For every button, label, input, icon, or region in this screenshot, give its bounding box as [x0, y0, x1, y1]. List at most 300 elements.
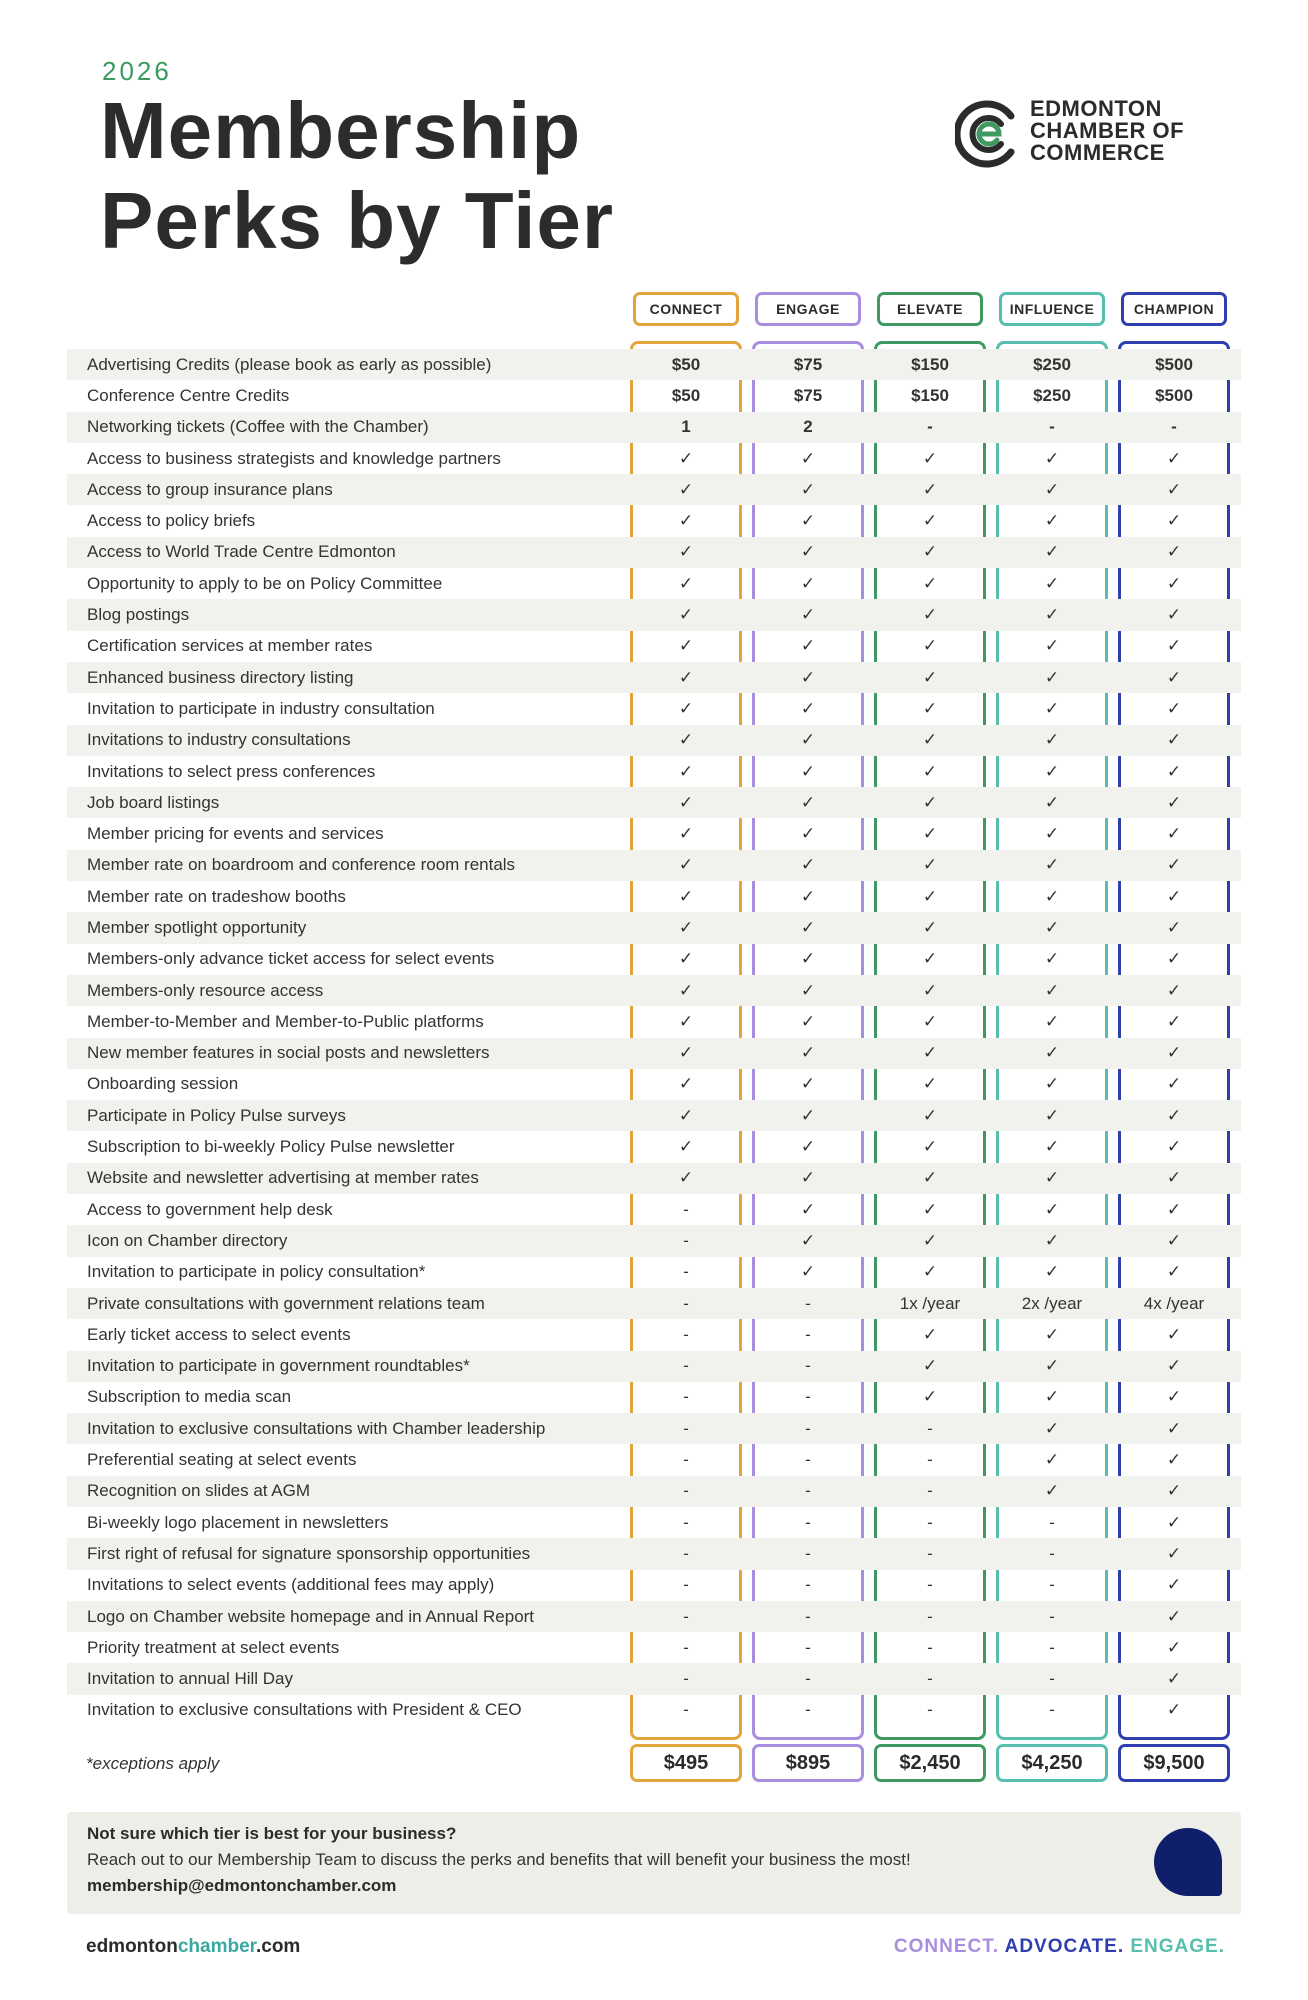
cell-elevate: ✓	[922, 636, 938, 656]
cell-elevate: ✓	[922, 761, 938, 781]
cell-champion: ✓	[1166, 730, 1182, 750]
cell-engage: -	[805, 1481, 811, 1501]
cell-influence: 2x /year	[1021, 1293, 1083, 1313]
perk-label: Members-only advance ticket access for select events	[87, 949, 495, 969]
perk-label: New member features in social posts and newsletters	[87, 1043, 490, 1063]
cell-elevate: ✓	[922, 605, 938, 625]
table-row	[67, 1100, 1241, 1131]
cell-engage: $75	[793, 385, 823, 405]
cell-elevate: -	[927, 417, 933, 437]
table-row	[67, 1351, 1241, 1382]
cell-influence: ✓	[1044, 1324, 1060, 1344]
table-row	[67, 1601, 1241, 1632]
cell-elevate: -	[927, 1669, 933, 1689]
cell-connect: ✓	[678, 1137, 694, 1157]
cell-elevate: ✓	[922, 1356, 938, 1376]
cell-connect: -	[683, 1606, 689, 1626]
cell-influence: -	[1049, 1575, 1055, 1595]
cell-champion: ✓	[1166, 605, 1182, 625]
cell-champion: ✓	[1166, 1074, 1182, 1094]
table-row	[67, 1257, 1241, 1288]
cell-champion: $500	[1155, 354, 1193, 374]
table-row	[67, 599, 1241, 630]
cell-engage: ✓	[800, 636, 816, 656]
cell-engage: ✓	[800, 1137, 816, 1157]
cell-connect: ✓	[678, 855, 694, 875]
table-row	[67, 412, 1241, 443]
cell-engage: ✓	[800, 511, 816, 531]
cell-elevate: ✓	[922, 1324, 938, 1344]
cell-connect: -	[683, 1262, 689, 1282]
cell-influence: ✓	[1044, 1105, 1060, 1125]
cell-elevate: ✓	[922, 1387, 938, 1407]
table-row	[67, 1444, 1241, 1475]
cell-influence: ✓	[1044, 1262, 1060, 1282]
cell-champion: ✓	[1166, 573, 1182, 593]
cell-engage: ✓	[800, 824, 816, 844]
cell-connect: ✓	[678, 605, 694, 625]
cell-connect: ✓	[678, 667, 694, 687]
cell-connect: $50	[671, 385, 701, 405]
cell-engage: ✓	[800, 698, 816, 718]
cell-champion: ✓	[1166, 667, 1182, 687]
table-row	[67, 1570, 1241, 1601]
cell-elevate: ✓	[922, 792, 938, 812]
cell-engage: ✓	[800, 1168, 816, 1188]
cell-connect: -	[683, 1199, 689, 1219]
cell-engage: ✓	[800, 761, 816, 781]
cell-elevate: ✓	[922, 479, 938, 499]
price-influence: $4,250	[996, 1744, 1108, 1782]
cell-champion: ✓	[1166, 479, 1182, 499]
cell-engage: -	[805, 1669, 811, 1689]
cell-influence: ✓	[1044, 636, 1060, 656]
cell-influence: -	[1049, 1700, 1055, 1720]
table-row	[67, 662, 1241, 693]
perk-label: Advertising Credits (please book as early as possible)	[87, 354, 492, 374]
cell-engage: -	[805, 1293, 811, 1313]
perk-label: Preferential seating at select events	[87, 1450, 357, 1470]
perk-label: Subscription to bi-weekly Policy Pulse newsletter	[87, 1137, 455, 1157]
cell-engage: -	[805, 1324, 811, 1344]
table-row	[67, 1038, 1241, 1069]
cell-connect: ✓	[678, 698, 694, 718]
table-row	[67, 380, 1241, 411]
cell-engage: ✓	[800, 1074, 816, 1094]
table-row	[67, 1006, 1241, 1037]
cell-elevate: ✓	[922, 1105, 938, 1125]
price-elevate: $2,450	[874, 1744, 986, 1782]
cell-influence: ✓	[1044, 1356, 1060, 1376]
cell-engage: -	[805, 1543, 811, 1563]
title-line-2: Perks by Tier	[100, 176, 615, 265]
cell-elevate: ✓	[922, 1168, 938, 1188]
perk-label: Onboarding session	[87, 1074, 239, 1094]
perk-label: Invitation to exclusive consultations with President & CEO	[87, 1700, 522, 1720]
perk-label: Invitations to select press conferences	[87, 761, 376, 781]
cell-engage: ✓	[800, 1199, 816, 1219]
perk-label: Priority treatment at select events	[87, 1637, 340, 1657]
cell-connect: ✓	[678, 917, 694, 937]
cell-influence: ✓	[1044, 448, 1060, 468]
perk-label: Subscription to media scan	[87, 1387, 292, 1407]
cell-elevate: -	[927, 1512, 933, 1532]
cell-champion: ✓	[1166, 1137, 1182, 1157]
table-row	[67, 1382, 1241, 1413]
cell-engage: ✓	[800, 448, 816, 468]
cell-influence: ✓	[1044, 855, 1060, 875]
cell-elevate: ✓	[922, 542, 938, 562]
perk-label: Access to World Trade Centre Edmonton	[87, 542, 396, 562]
perks-table	[67, 349, 1241, 1726]
cell-engage: -	[805, 1418, 811, 1438]
cell-champion: -	[1171, 417, 1177, 437]
cell-engage: -	[805, 1575, 811, 1595]
cell-connect: ✓	[678, 761, 694, 781]
perk-label: Invitation to participate in government roundtables*	[87, 1356, 470, 1376]
cell-champion: ✓	[1166, 1669, 1182, 1689]
cell-influence: $250	[1033, 385, 1071, 405]
cell-influence: ✓	[1044, 1481, 1060, 1501]
decorative-shape-icon	[1154, 1828, 1222, 1896]
logo-line-2: CHAMBER OF	[1030, 118, 1185, 143]
cell-influence: ✓	[1044, 1168, 1060, 1188]
cell-champion: ✓	[1166, 1262, 1182, 1282]
cell-engage: ✓	[800, 886, 816, 906]
cell-connect: -	[683, 1481, 689, 1501]
cell-connect: -	[683, 1700, 689, 1720]
cell-influence: ✓	[1044, 1230, 1060, 1250]
perk-label: Icon on Chamber directory	[87, 1230, 288, 1250]
perk-label: Invitation to annual Hill Day	[87, 1669, 294, 1689]
membership-email-link[interactable]: membership@edmontonchamber.com	[87, 1876, 397, 1895]
cell-champion: ✓	[1166, 448, 1182, 468]
cell-champion: ✓	[1166, 1606, 1182, 1626]
cell-connect: -	[683, 1387, 689, 1407]
table-row	[67, 474, 1241, 505]
cell-engage: $75	[793, 354, 823, 374]
page-title	[100, 86, 614, 266]
perk-label: Access to business strategists and knowledge partners	[87, 448, 501, 468]
cell-champion: ✓	[1166, 1575, 1182, 1595]
cell-champion: ✓	[1166, 824, 1182, 844]
perk-label: Blog postings	[87, 605, 190, 625]
cell-connect: ✓	[678, 824, 694, 844]
cell-champion: ✓	[1166, 1105, 1182, 1125]
cell-elevate: 1x /year	[899, 1293, 961, 1313]
cell-connect: -	[683, 1575, 689, 1595]
cell-connect: -	[683, 1669, 689, 1689]
cell-connect: $50	[671, 354, 701, 374]
perk-label: Member pricing for events and services	[87, 824, 384, 844]
cell-champion: ✓	[1166, 792, 1182, 812]
cell-connect: ✓	[678, 448, 694, 468]
perk-label: Access to policy briefs	[87, 511, 256, 531]
cell-champion: ✓	[1166, 1356, 1182, 1376]
tagline	[894, 1936, 1225, 1958]
cell-connect: -	[683, 1637, 689, 1657]
cell-champion: ✓	[1166, 1543, 1182, 1563]
cell-engage: ✓	[800, 949, 816, 969]
cell-elevate: ✓	[922, 1137, 938, 1157]
cell-influence: ✓	[1044, 667, 1060, 687]
cell-connect: -	[683, 1293, 689, 1313]
cell-connect: -	[683, 1356, 689, 1376]
tier-header-connect: CONNECT	[633, 292, 739, 326]
cell-engage: ✓	[800, 980, 816, 1000]
cell-engage: -	[805, 1356, 811, 1376]
cell-engage: -	[805, 1700, 811, 1720]
cell-champion: ✓	[1166, 1637, 1182, 1657]
table-row	[67, 818, 1241, 849]
tagline-connect: CONNECT.	[893, 1936, 1000, 1957]
table-row	[67, 725, 1241, 756]
cell-influence: ✓	[1044, 1199, 1060, 1219]
cell-elevate: -	[927, 1637, 933, 1657]
perk-label: Job board listings	[87, 792, 220, 812]
perk-label: Conference Centre Credits	[87, 385, 290, 405]
cell-influence: ✓	[1044, 1387, 1060, 1407]
table-row	[67, 443, 1241, 474]
cell-connect: ✓	[678, 730, 694, 750]
table-row	[67, 1632, 1241, 1663]
cell-champion: ✓	[1166, 1011, 1182, 1031]
cell-elevate: -	[927, 1418, 933, 1438]
site-part-1: edmonton	[86, 1936, 178, 1957]
perk-label: Certification services at member rates	[87, 636, 373, 656]
cell-champion: ✓	[1166, 511, 1182, 531]
cell-influence: ✓	[1044, 573, 1060, 593]
cell-influence: ✓	[1044, 824, 1060, 844]
cell-connect: -	[683, 1418, 689, 1438]
cell-elevate: ✓	[922, 730, 938, 750]
cell-connect: 1	[681, 417, 691, 437]
cell-connect: -	[683, 1450, 689, 1470]
cell-connect: -	[683, 1543, 689, 1563]
cell-engage: ✓	[800, 573, 816, 593]
cell-elevate: ✓	[922, 1011, 938, 1031]
cell-champion: ✓	[1166, 1043, 1182, 1063]
cell-influence: ✓	[1044, 1137, 1060, 1157]
cell-connect: ✓	[678, 792, 694, 812]
table-row	[67, 693, 1241, 724]
perk-label: Private consultations with government relations team	[87, 1293, 485, 1313]
cell-champion: ✓	[1166, 1418, 1182, 1438]
cell-connect: ✓	[678, 636, 694, 656]
cell-elevate: $150	[911, 385, 949, 405]
cell-engage: ✓	[800, 1105, 816, 1125]
table-row	[67, 1225, 1241, 1256]
table-row	[67, 756, 1241, 787]
cell-influence: ✓	[1044, 698, 1060, 718]
cell-connect: ✓	[678, 1074, 694, 1094]
cell-connect: ✓	[678, 886, 694, 906]
cell-champion: ✓	[1166, 1387, 1182, 1407]
cell-influence: ✓	[1044, 792, 1060, 812]
table-row	[67, 631, 1241, 662]
table-row	[67, 1507, 1241, 1538]
cell-elevate: ✓	[922, 949, 938, 969]
footnote: *exceptions apply	[86, 1754, 220, 1773]
cell-elevate: ✓	[922, 448, 938, 468]
cell-influence: ✓	[1044, 605, 1060, 625]
cell-influence: ✓	[1044, 917, 1060, 937]
perk-label: Members-only resource access	[87, 980, 324, 1000]
cell-champion: ✓	[1166, 949, 1182, 969]
cell-elevate: -	[927, 1575, 933, 1595]
cell-champion: ✓	[1166, 1481, 1182, 1501]
perk-label: Logo on Chamber website homepage and in Annual Report	[87, 1606, 535, 1626]
cell-influence: ✓	[1044, 1043, 1060, 1063]
cell-influence: ✓	[1044, 980, 1060, 1000]
cell-engage: ✓	[800, 1230, 816, 1250]
cell-connect: ✓	[678, 479, 694, 499]
cell-connect: ✓	[678, 511, 694, 531]
perk-label: Enhanced business directory listing	[87, 667, 354, 687]
cell-influence: ✓	[1044, 886, 1060, 906]
cell-influence: ✓	[1044, 730, 1060, 750]
table-row	[67, 1413, 1241, 1444]
table-row	[67, 1476, 1241, 1507]
cell-engage: ✓	[800, 605, 816, 625]
cell-champion: ✓	[1166, 761, 1182, 781]
perk-label: Access to group insurance plans	[87, 479, 333, 499]
perk-label: Member-to-Member and Member-to-Public platforms	[87, 1011, 484, 1031]
cell-engage: ✓	[800, 792, 816, 812]
perk-label: Bi-weekly logo placement in newsletters	[87, 1512, 389, 1532]
price-connect: $495	[630, 1744, 742, 1782]
cell-champion: 4x /year	[1143, 1293, 1205, 1313]
cell-elevate: ✓	[922, 1074, 938, 1094]
cell-elevate: ✓	[922, 667, 938, 687]
table-row	[67, 537, 1241, 568]
cell-influence: -	[1049, 1669, 1055, 1689]
cell-elevate: ✓	[922, 824, 938, 844]
cell-champion: ✓	[1166, 1324, 1182, 1344]
cell-influence: $250	[1033, 354, 1071, 374]
tier-header-influence: INFLUENCE	[999, 292, 1105, 326]
cell-connect: ✓	[678, 1168, 694, 1188]
perk-label: Opportunity to apply to be on Policy Committee	[87, 573, 443, 593]
perk-label: Member rate on tradeshow booths	[87, 886, 346, 906]
cell-connect: -	[683, 1230, 689, 1250]
cell-elevate: -	[927, 1700, 933, 1720]
table-row	[67, 1538, 1241, 1569]
cell-influence: -	[1049, 1606, 1055, 1626]
cell-elevate: ✓	[922, 698, 938, 718]
cell-champion: ✓	[1166, 1450, 1182, 1470]
cell-connect: ✓	[678, 980, 694, 1000]
perk-label: Member spotlight opportunity	[87, 917, 307, 937]
table-row	[67, 505, 1241, 536]
cell-champion: $500	[1155, 385, 1193, 405]
title-line-1: Membership	[100, 86, 582, 175]
year-label: 2026	[102, 56, 172, 86]
cell-influence: ✓	[1044, 1011, 1060, 1031]
cell-influence: ✓	[1044, 761, 1060, 781]
cell-connect: ✓	[678, 1105, 694, 1125]
cell-elevate: -	[927, 1543, 933, 1563]
cell-influence: -	[1049, 1637, 1055, 1657]
site-part-3: .com	[255, 1936, 301, 1957]
table-row	[67, 1663, 1241, 1694]
perk-label: Early ticket access to select events	[87, 1324, 351, 1344]
cell-influence: ✓	[1044, 511, 1060, 531]
perk-label: Recognition on slides at AGM	[87, 1481, 311, 1501]
site-part-2: chamber	[177, 1936, 256, 1957]
table-row	[67, 975, 1241, 1006]
perk-label: Invitation to exclusive consultations with Chamber leadership	[87, 1418, 546, 1438]
cell-elevate: ✓	[922, 886, 938, 906]
cell-elevate: ✓	[922, 511, 938, 531]
cell-connect: ✓	[678, 1011, 694, 1031]
cell-elevate: $150	[911, 354, 949, 374]
cell-influence: ✓	[1044, 1450, 1060, 1470]
price-engage: $895	[752, 1744, 864, 1782]
cell-engage: ✓	[800, 1262, 816, 1282]
cell-elevate: ✓	[922, 917, 938, 937]
cell-influence: -	[1049, 417, 1055, 437]
tier-header-engage: ENGAGE	[755, 292, 861, 326]
cell-engage: -	[805, 1450, 811, 1470]
tagline-advocate: ADVOCATE.	[1004, 1936, 1125, 1957]
cell-connect: ✓	[678, 573, 694, 593]
cell-influence: ✓	[1044, 949, 1060, 969]
cell-engage: 2	[803, 417, 813, 437]
perk-label: Invitation to participate in policy consultation*	[87, 1262, 426, 1282]
callout-question: Not sure which tier is best for your business?	[87, 1824, 457, 1843]
cell-champion: ✓	[1166, 980, 1182, 1000]
chamber-logo[interactable]	[955, 96, 1215, 170]
cell-champion: ✓	[1166, 698, 1182, 718]
contact-callout	[67, 1812, 1241, 1914]
perk-label: Invitations to industry consultations	[87, 730, 351, 750]
perk-label: Member rate on boardroom and conference room rentals	[87, 855, 516, 875]
cell-champion: ✓	[1166, 917, 1182, 937]
cell-champion: ✓	[1166, 1168, 1182, 1188]
perk-label: Access to government help desk	[87, 1199, 333, 1219]
cell-engage: ✓	[800, 855, 816, 875]
cell-influence: ✓	[1044, 1418, 1060, 1438]
cell-elevate: -	[927, 1606, 933, 1626]
chamber-logo-icon	[955, 100, 1023, 168]
table-row	[67, 1288, 1241, 1319]
table-row	[67, 1131, 1241, 1162]
cell-champion: ✓	[1166, 1199, 1182, 1219]
cell-elevate: ✓	[922, 1262, 938, 1282]
cell-champion: ✓	[1166, 636, 1182, 656]
cell-engage: -	[805, 1637, 811, 1657]
cell-connect: ✓	[678, 949, 694, 969]
cell-engage: -	[805, 1512, 811, 1532]
tagline-engage: ENGAGE.	[1130, 1936, 1225, 1957]
perk-label: Participate in Policy Pulse surveys	[87, 1105, 346, 1125]
website-link[interactable]	[86, 1936, 300, 1958]
cell-connect: -	[683, 1324, 689, 1344]
callout-body: Reach out to our Membership Team to discuss the perks and benefits that will benefit your business the most!	[87, 1850, 911, 1869]
cell-elevate: ✓	[922, 573, 938, 593]
cell-influence: -	[1049, 1543, 1055, 1563]
cell-connect: ✓	[678, 542, 694, 562]
cell-influence: ✓	[1044, 542, 1060, 562]
cell-engage: ✓	[800, 1043, 816, 1063]
logo-line-3: COMMERCE	[1030, 140, 1165, 165]
tier-header-champion: CHAMPION	[1121, 292, 1227, 326]
cell-engage: ✓	[800, 667, 816, 687]
cell-engage: ✓	[800, 1011, 816, 1031]
tier-header-elevate: ELEVATE	[877, 292, 983, 326]
table-row	[67, 787, 1241, 818]
